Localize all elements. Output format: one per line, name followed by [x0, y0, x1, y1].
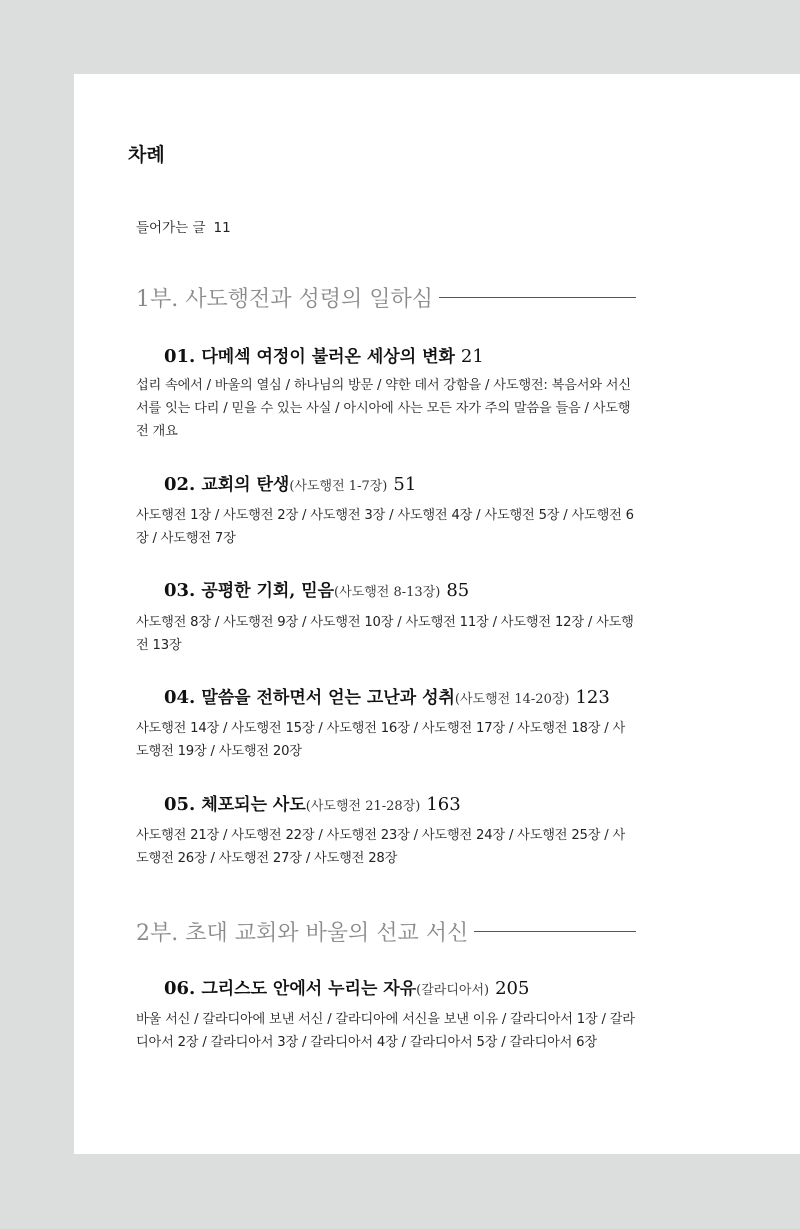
part-divider: [474, 931, 636, 932]
chapter-subtitle: (사도행전 1-7장): [289, 479, 388, 494]
chapter-title: 교회의 탄생: [201, 475, 290, 495]
toc-entry-chapter-06[interactable]: [164, 974, 529, 999]
chapter-sections: 바울 서신 / 갈라디아에 보낸 서신 / 갈라디아에 서신을 보낸 이유 / 갈라디아서 1장 / 갈라디아서 2장 / 갈라디아서 3장 / 갈라디아서 4장 / 갈라디아서 5장 / 갈라디아서 6장: [136, 1012, 635, 1050]
part-divider: [439, 297, 636, 298]
toc-entry-chapter-05[interactable]: [164, 790, 461, 815]
chapter-number: 05.: [164, 794, 196, 815]
book-page: [74, 74, 800, 1154]
chapter-number: 01.: [164, 346, 196, 367]
chapter-page-number: 163: [426, 794, 461, 815]
toc-entry-chapter-03[interactable]: [164, 576, 469, 601]
chapter-number: 06.: [164, 978, 196, 999]
chapter-sections: 섭리 속에서 / 바울의 열심 / 하나님의 방문 / 약한 데서 강함을 / 사도행전: 복음서와 서신서를 잇는 다리 / 믿을 수 있는 사실 / 아시아에 사는 모든 자가 주의 말씀을 들음 / 사도행전 개요: [136, 378, 631, 439]
chapter-title: 다메섹 여정이 불러온 세상의 변화: [201, 347, 455, 367]
part-title: 2부. 초대 교회와 바울의 선교 서신: [136, 921, 469, 946]
chapter-number: 02.: [164, 474, 196, 495]
chapter-page-number: 205: [495, 978, 530, 999]
chapter-title: 그리스도 안에서 누리는 자유: [201, 979, 417, 999]
chapter-sections: 사도행전 21장 / 사도행전 22장 / 사도행전 23장 / 사도행전 24장 / 사도행전 25장 / 사도행전 26장 / 사도행전 27장 / 사도행전 28장: [136, 828, 626, 866]
chapter-subtitle: (사도행전 14-20장): [454, 692, 570, 707]
chapter-subtitle: (사도행전 21-28장): [305, 799, 421, 814]
toc-entry-chapter-02[interactable]: [164, 470, 416, 495]
chapter-title: 공평한 기회, 믿음: [201, 581, 335, 601]
chapter-number: 03.: [164, 580, 196, 601]
chapter-subtitle: (갈라디아서): [416, 983, 490, 998]
chapter-sections: 사도행전 8장 / 사도행전 9장 / 사도행전 10장 / 사도행전 11장 / 사도행전 12장 / 사도행전 13장: [136, 615, 634, 653]
toc-entry-chapter-01[interactable]: [164, 342, 484, 367]
chapter-subtitle: (사도행전 8-13장): [334, 585, 441, 600]
page-title: 차례: [128, 144, 165, 166]
toc-entry-chapter-04[interactable]: [164, 683, 610, 708]
chapter-page-number: 51: [393, 474, 417, 495]
chapter-page-number: 85: [446, 580, 470, 601]
part-heading-2: [136, 916, 636, 947]
part-title: 1부. 사도행전과 성령의 일하심: [136, 287, 433, 312]
chapter-page-number: 21: [460, 346, 484, 367]
chapter-sections: 사도행전 14장 / 사도행전 15장 / 사도행전 16장 / 사도행전 17장 / 사도행전 18장 / 사도행전 19장 / 사도행전 20장: [136, 721, 626, 759]
chapter-title: 말씀을 전하면서 얻는 고난과 성취: [201, 688, 455, 708]
chapter-sections: 사도행전 1장 / 사도행전 2장 / 사도행전 3장 / 사도행전 4장 / 사도행전 5장 / 사도행전 6장 / 사도행전 7장: [136, 508, 634, 546]
chapter-number: 04.: [164, 687, 196, 708]
intro-label: 들어가는 글: [136, 220, 206, 236]
chapter-title: 체포되는 사도: [201, 795, 306, 815]
part-heading-1: [136, 282, 636, 313]
toc-entry-intro[interactable]: [136, 216, 231, 236]
intro-page-number: 11: [213, 220, 231, 236]
chapter-page-number: 123: [575, 687, 610, 708]
